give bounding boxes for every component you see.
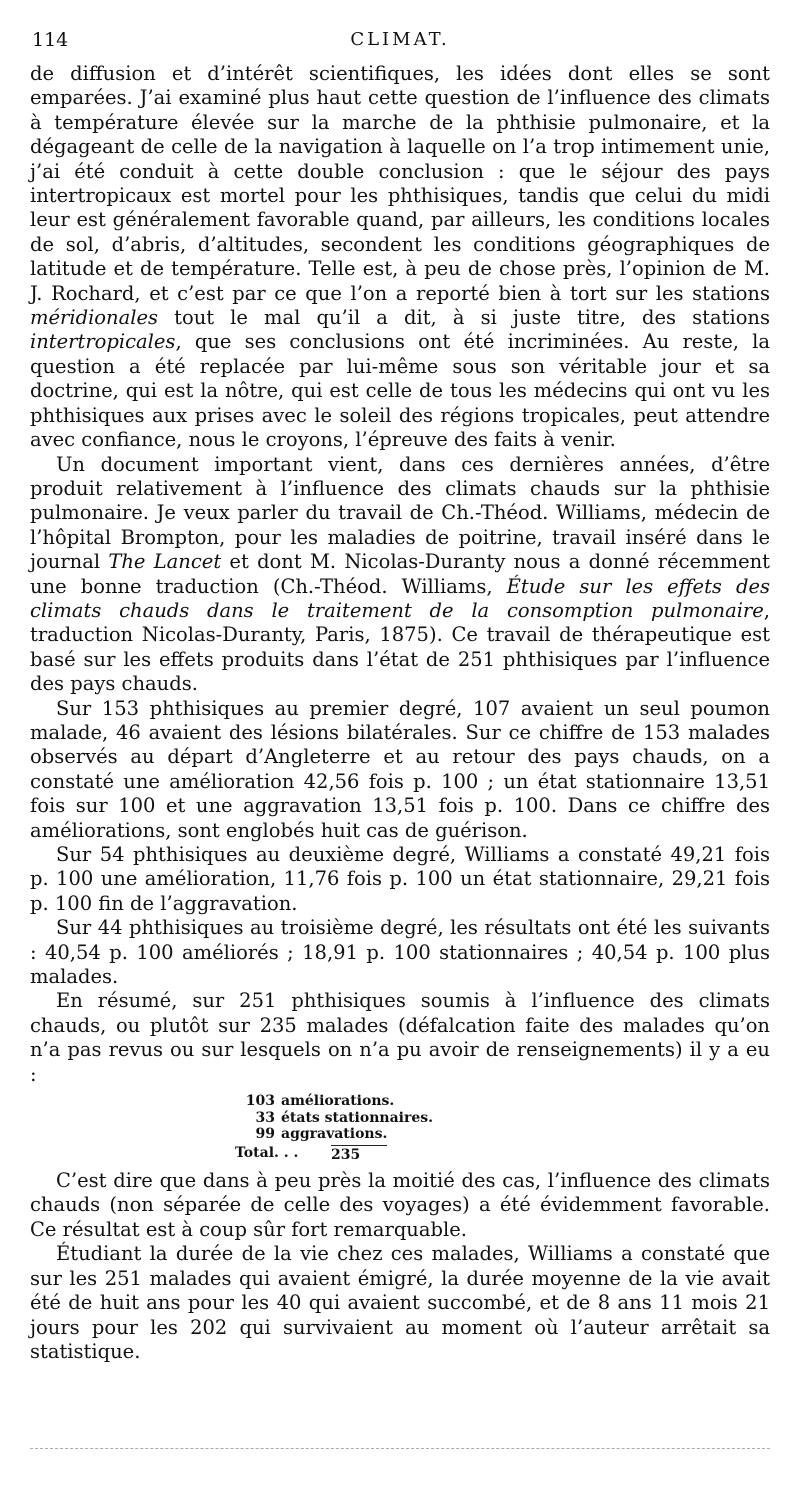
tally-total-label: Total. . . bbox=[235, 1144, 299, 1161]
paragraph bbox=[30, 843, 770, 916]
paragraph bbox=[30, 1242, 770, 1364]
tally-label: améliorations. bbox=[281, 1093, 395, 1110]
tally-count: 33 bbox=[255, 1109, 275, 1126]
text-run: , traduction Nicolas-Duranty, Paris, 1875). Ce travail de thérapeutique est basé sur les effets produits dans l’état de 251 phthisiques par l’influence des pays chauds. bbox=[30, 598, 770, 696]
tally-row bbox=[235, 1110, 535, 1127]
tally-label: aggravations. bbox=[281, 1126, 388, 1143]
text-run: Un document important vient, dans ces dernières années, d’être produit relativement à l’influence des climats chauds sur la phthisie pulmonaire. Je veux parler du travail de Ch.-Théod. Williams, médecin de l’hôpital Brompton, pour les maladies de poitrine, travail inséré dans le journal bbox=[30, 452, 770, 574]
bottom-rule bbox=[30, 1448, 770, 1449]
tally-label: états stationnaires. bbox=[281, 1109, 433, 1126]
text-run: et dont M. Nicolas-Duranty nous a donné récemment une bonne traduction (Ch.-Théod. Williams, bbox=[30, 550, 770, 598]
text-run: tout le mal qu’il a dit, à si juste titre, des stations bbox=[158, 306, 770, 330]
paragraph bbox=[30, 697, 770, 843]
text-run: Sur 153 phthisiques au premier degré, 107 avaient un seul poumon malade, 46 avaient des lésions bilatérales. Sur ce chiffre de 153 malades observés au départ d’Angleterre et au retour des pays chauds, on a constaté une amélioration 42,56 fois p. 100 ; un état stationnaire 13,51 fois sur 100 et une aggravation 13,51 fois p. 100. Dans ce chiffre des améliorations, sont englobés huit cas de guérison. bbox=[30, 696, 770, 842]
paragraph bbox=[30, 989, 770, 1087]
tally-total-value: 235 bbox=[331, 1145, 387, 1164]
paragraph bbox=[30, 62, 770, 453]
tally-count: 99 bbox=[255, 1126, 275, 1143]
body-text bbox=[30, 62, 770, 1087]
text-run: Sur 44 phthisiques au troisième degré, les résultats ont été les suivants : 40,54 p. 100 améliorés ; 18,91 p. 100 stationnaires ; 40,54 p. 100 plus malades. bbox=[30, 916, 770, 989]
text-run: Sur 54 phthisiques au deuxième degré, Williams a constaté 49,21 fois p. 100 une amélioration, 11,76 fois p. 100 un état stationnaire, 29,21 fois p. 100 fin de l’aggravation. bbox=[30, 843, 770, 915]
running-title: CLIMAT. bbox=[350, 29, 450, 50]
paragraph bbox=[30, 916, 770, 989]
italic-text: Étude sur les effets des climats chauds dans le traitement de la consomption pulmonaire bbox=[30, 574, 771, 622]
text-run: , que ses conclusions ont été incriminées. Au reste, la question a été replacée par lui-même sous son véritable jour et sa doctrine, qui est la nôtre, qui est celle de tous les médecins qui ont vu les phthisiques aux prises avec le soleil des régions tropicales, peut attendre avec confiance, nous le croyons, l’épreuve des faits à venir. bbox=[30, 330, 770, 452]
text-run: C’est dire que dans à peu près la moitié des cas, l’influence des climats chauds (non séparée de celle des voyages) a été évidemment favorable. Ce résultat est à coup sûr fort remarquable. bbox=[30, 1169, 770, 1241]
italic-text: The Lancet bbox=[108, 550, 222, 574]
text-run: de diffusion et d’intérêt scientifiques, les idées dont elles se sont emparées. J’ai examiné plus haut cette question de l’influence des climats à température élevée sur la marche de la phthisie pulmonaire, et la dégageant de celle de la navigation à laquelle on l’a trop intimement unie, j’ai été conduit à cette double conclusion : que le séjour des pays intertropicaux est mortel pour les phthisiques, tandis que celui du midi leur est généralement favorable quand, par ailleurs, les conditions locales de sol, d’abris, d’altitudes, secondent les conditions géographiques de latitude et de température. Telle est, à peu de chose près, l’opinion de M. J. Rochard, et c’est par ce que l’on a reporté bien à tort sur les stations bbox=[30, 62, 770, 305]
page-header bbox=[30, 28, 770, 62]
paragraph bbox=[30, 1169, 770, 1242]
body-text-continued bbox=[30, 1169, 770, 1364]
tally-row bbox=[235, 1126, 535, 1143]
tally-total bbox=[235, 1145, 535, 1164]
tally-row bbox=[235, 1093, 535, 1110]
results-tally bbox=[235, 1093, 535, 1163]
book-page bbox=[30, 28, 770, 1364]
tally-count: 103 bbox=[245, 1093, 275, 1110]
page-number: 114 bbox=[32, 29, 69, 51]
text-run: En résumé, sur 251 phthisiques soumis à l’influence des climats chauds, ou plutôt sur 235 malades (défalcation faite des malades qu’on n’a pas revus ou sur lesquels on n’a pu avoir de renseignements) il y a eu : bbox=[30, 989, 770, 1086]
italic-text: méridionales bbox=[30, 306, 159, 330]
text-run: Étudiant la durée de la vie chez ces malades, Williams a constaté que sur les 251 malades qui avaient émigré, la durée moyenne de la vie avait été de huit ans pour les 40 qui avaient succombé, et de 8 ans 11 mois 21 jours pour les 202 qui survivaient au moment où l’auteur arrêtait sa statistique. bbox=[30, 1242, 770, 1363]
paragraph bbox=[30, 453, 770, 697]
italic-text: intertropicales bbox=[30, 330, 176, 354]
